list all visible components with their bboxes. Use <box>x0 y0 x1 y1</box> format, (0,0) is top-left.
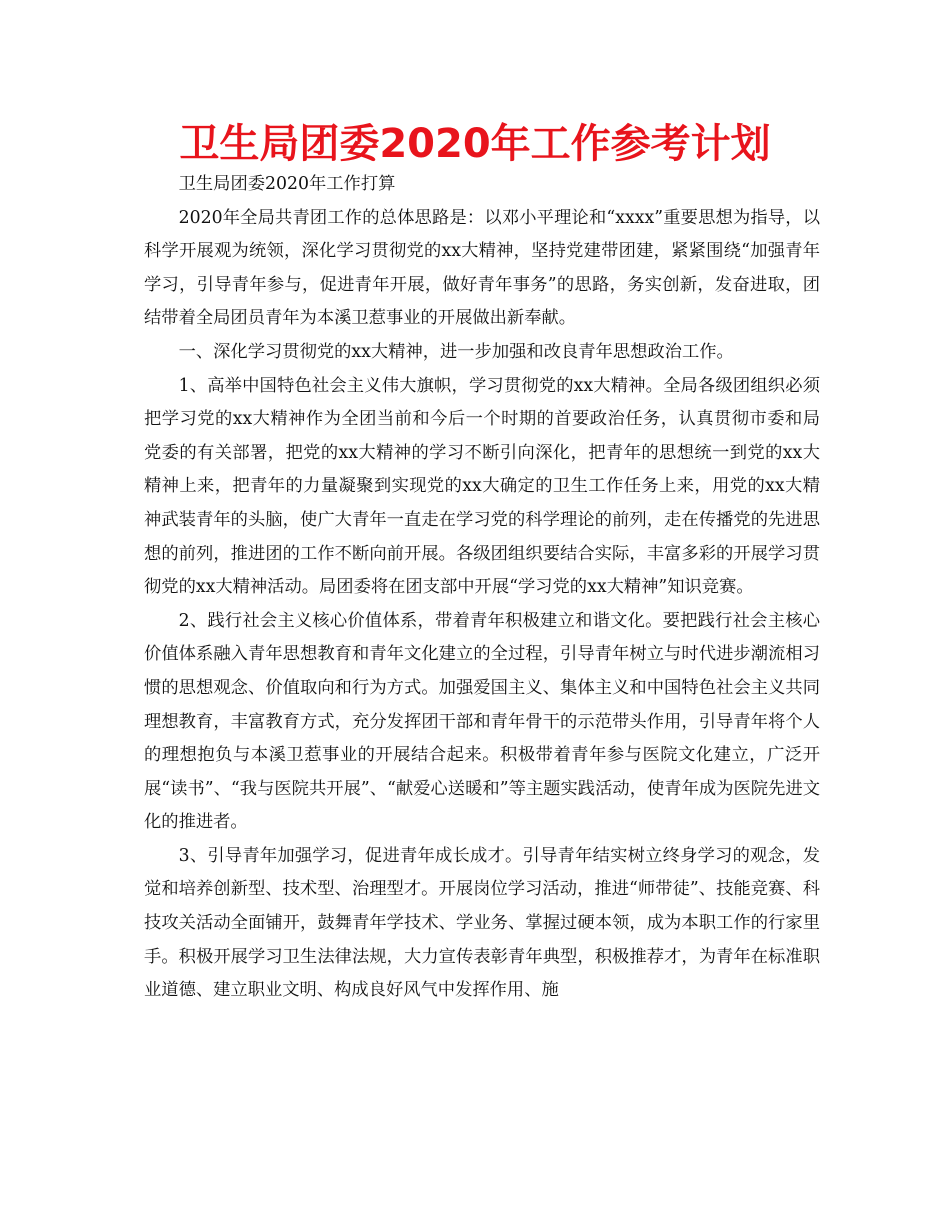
document-title: 卫生局团委2020年工作参考计划 <box>179 121 771 167</box>
paragraph-intro: 2020年全局共青团工作的总体思路是：以邓小平理论和“xxxx”重要思想为指导，以科学开展观为统领，深化学习贯彻党的xx大精神，坚持党建带团建，紧紧围绕“加强青年学习，引导青年参与，促进青年开展，做好青年事务”的思路，务实创新，发奋进取，团结带着全局团员青年为本溪卫惹事业的开展做出新奉献。 <box>144 207 820 329</box>
paragraph-item-1: 1、高举中国特色社会主义伟大旗帜，学习贯彻党的xx大精神。全局各级团组织必须把学习党的xx大精神作为全团当前和今后一个时期的首要政治任务，认真贯彻市委和局党委的有关部署，把党的xx大精神的学习不断引向深化，把青年的思想统一到党的xx大精神上来，把青年的力量凝聚到实现党的xx大确定的卫生工作任务上来，用党的xx大精神武装青年的头脑，使广大青年一直走在学习党的科学理论的前列，走在传播党的先进思想的前列，推进团的工作不断向前开展。各级团组织要结合实际，丰富多彩的开展学习贯彻党的xx大精神活动。局团委将在团支部中开展“学习党的xx大精神”知识竞赛。 <box>144 375 820 598</box>
section-heading-one: 一、深化学习贯彻党的xx大精神，进一步加强和改良青年思想政治工作。 <box>178 341 734 362</box>
document-subtitle: 卫生局团委2020年工作打算 <box>178 174 396 194</box>
document-body <box>144 168 820 1008</box>
paragraph-item-2: 2、践行社会主义核心价值体系，带着青年积极建立和谐文化。要把践行社会主核心价值体系融入青年思想教育和青年文化建立的全过程，引导青年树立与时代进步潮流相习惯的思想观念、价值取向和行为方式。加强爱国主义、集体主义和中国特色社会主义共同理想教育，丰富教育方式，充分发挥团干部和青年骨干的示范带头作用，引导青年将个人的理想抱负与本溪卫惹事业的开展结合起来。积极带着青年参与医院文化建立，广泛开展“读书”、“我与医院共开展”、“献爱心送暖和”等主题实践活动，使青年成为医院先进文化的推进者。 <box>144 610 820 833</box>
paragraph-item-3: 3、引导青年加强学习，促进青年成长成才。引导青年结实树立终身学习的观念，发觉和培养创新型、技术型、治理型才。开展岗位学习活动，推进“师带徒”、技能竞赛、科技攻关活动全面铺开，鼓舞青年学技术、学业务、掌握过硬本领，成为本职工作的行家里手。积极开展学习卫生法律法规，大力宣传表彰青年典型，积极推荐才，为青年在标准职业道德、建立职业文明、构成良好风气中发挥作用、施 <box>144 845 820 1001</box>
